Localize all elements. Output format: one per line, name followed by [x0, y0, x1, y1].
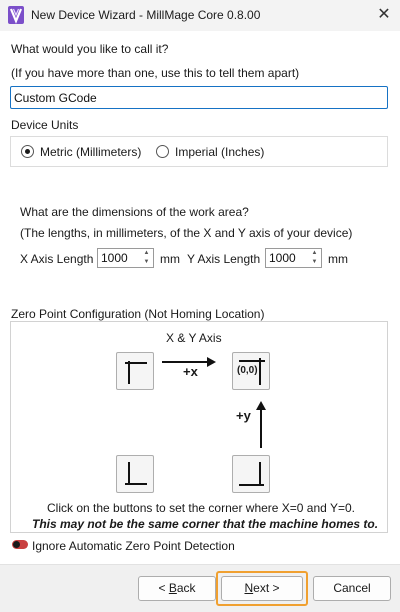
- metric-radio-label[interactable]: Metric (Millimeters): [40, 145, 142, 159]
- name-question: What would you like to call it?: [11, 42, 169, 56]
- back-prefix: <: [158, 581, 169, 595]
- cancel-button[interactable]: Cancel: [313, 576, 391, 601]
- top-right-corner-button[interactable]: [232, 352, 270, 390]
- metric-radio[interactable]: [21, 145, 34, 158]
- corner-bottom-left-icon: [117, 456, 155, 494]
- bottom-left-corner-button[interactable]: [116, 455, 154, 493]
- name-hint: (If you have more than one, use this to tell them apart): [11, 66, 300, 80]
- y-axis-label: Y Axis Length: [187, 252, 261, 266]
- x-axis-up-icon[interactable]: ▲: [143, 250, 150, 256]
- axis-title: X & Y Axis: [166, 331, 222, 345]
- window-title: New Device Wizard - MillMage Core 0.8.00: [31, 8, 261, 22]
- y-axis-down-icon[interactable]: ▼: [311, 259, 318, 265]
- device-name-input[interactable]: [10, 86, 388, 109]
- imperial-radio-label[interactable]: Imperial (Inches): [175, 145, 265, 159]
- corner-top-left-icon: [117, 353, 155, 391]
- y-axis-unit: mm: [328, 252, 348, 266]
- y-arrow-label: +y: [236, 408, 251, 423]
- corner-bottom-right-icon: [233, 456, 271, 494]
- imperial-radio[interactable]: [156, 145, 169, 158]
- units-group: [10, 136, 388, 167]
- x-axis-label: X Axis Length: [20, 252, 94, 266]
- device-units-label: Device Units: [11, 118, 79, 132]
- next-mnemonic: N: [244, 581, 254, 595]
- x-axis-down-icon[interactable]: ▼: [143, 259, 150, 265]
- origin-label: (0,0): [237, 365, 258, 376]
- title-bar: [0, 0, 400, 31]
- y-direction-arrow-icon: [254, 400, 268, 450]
- close-icon[interactable]: ✕: [377, 6, 391, 23]
- ignore-zero-detection-toggle[interactable]: [12, 540, 28, 549]
- x-axis-value[interactable]: 1000: [101, 251, 128, 265]
- y-axis-spinbox[interactable]: [265, 248, 322, 268]
- zero-point-warning: This may not be the same corner that the machine homes to.: [32, 517, 379, 531]
- zero-point-label: Zero Point Configuration (Not Homing Location): [11, 307, 265, 321]
- next-label-rest: ext >: [253, 581, 280, 595]
- back-mnemonic: B: [168, 581, 177, 595]
- bottom-right-corner-button[interactable]: [232, 455, 270, 493]
- back-button[interactable]: [138, 576, 216, 601]
- top-left-corner-button[interactable]: [116, 352, 154, 390]
- x-axis-spinbox[interactable]: [97, 248, 154, 268]
- y-axis-value[interactable]: 1000: [269, 251, 296, 265]
- dimensions-hint: (The lengths, in millimeters, of the X and Y axis of your device): [20, 226, 353, 240]
- dimensions-question: What are the dimensions of the work area?: [20, 205, 249, 219]
- app-icon: [8, 6, 24, 24]
- back-label-rest: ack: [176, 581, 196, 595]
- zero-point-instruction: Click on the buttons to set the corner where X=0 and Y=0.: [47, 501, 355, 515]
- next-button[interactable]: [221, 576, 303, 601]
- y-axis-up-icon[interactable]: ▲: [311, 250, 318, 256]
- x-arrow-label: +x: [183, 364, 198, 379]
- x-axis-unit: mm: [160, 252, 180, 266]
- ignore-zero-detection-label: Ignore Automatic Zero Point Detection: [32, 539, 235, 553]
